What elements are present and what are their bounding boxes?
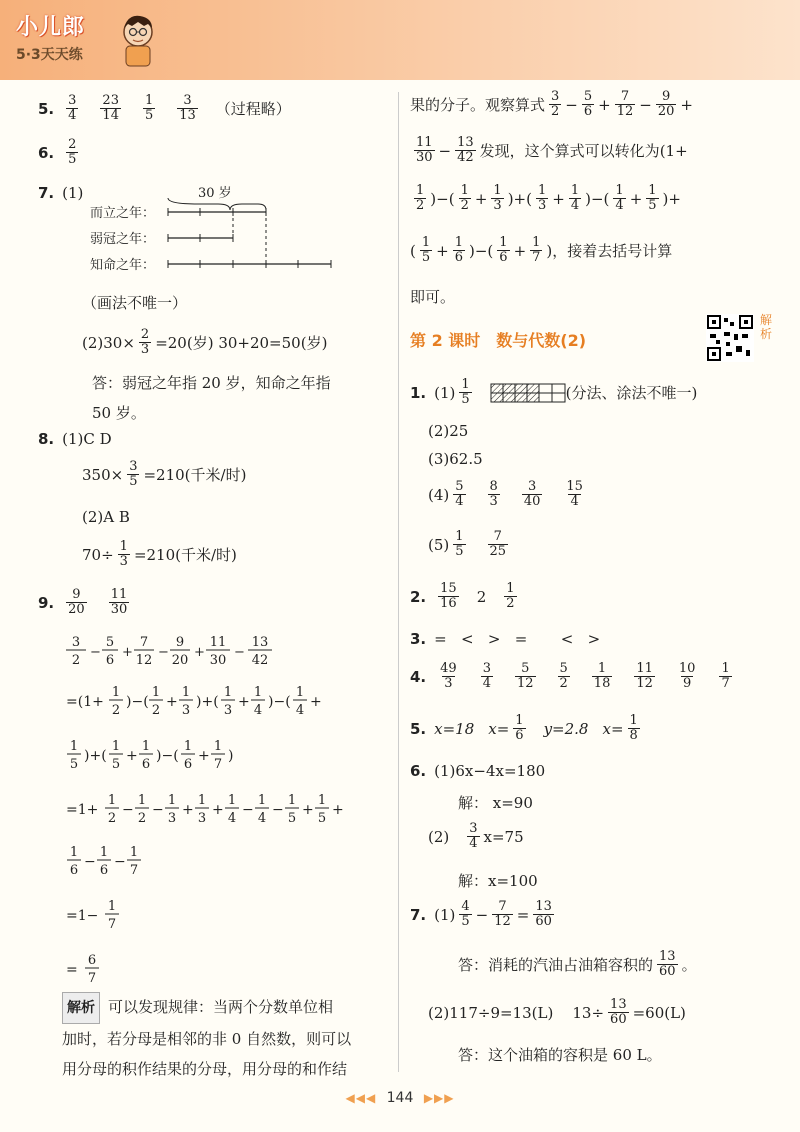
- svg-text:1: 1: [181, 685, 191, 700]
- q7-part2: (2)117÷9=13(L) 13÷ $\frac{13}{60}$ =60(L): [428, 997, 686, 1028]
- svg-text:30: 30: [209, 653, 227, 668]
- svg-text:=1+: =1+: [66, 802, 99, 818]
- next-arrows-icon: ▶▶▶: [423, 1091, 455, 1105]
- svg-text:1: 1: [287, 793, 297, 808]
- answer-q7-right: 7. (1) $\frac{4}{5}$ − $\frac{7}{12}$ = $\frac{13}{60}$: [410, 899, 552, 930]
- row-label: 知命之年：: [90, 258, 156, 273]
- analysis-continued-3: $\frac{1}{2}$ )−( $\frac{1}{2}$ + $\frac{1}{3}$ )+( $\frac{1}{3}$ + $\frac{1}{4}$ )−( $\frac{1}{4}$ + $\frac{1}{5}$ )+: [416, 183, 681, 214]
- svg-text:2: 2: [111, 703, 121, 718]
- logo-subtitle: 5·3天天练: [16, 47, 83, 63]
- svg-text:=1−: =1−: [66, 908, 99, 924]
- svg-text:1: 1: [111, 739, 121, 754]
- svg-text:5: 5: [111, 757, 121, 772]
- prev-arrows-icon: ◀◀◀: [345, 1091, 377, 1105]
- q8-calc2: 70÷ $\frac{1}{3}$ =210(千米/时): [82, 539, 237, 570]
- svg-text:+: +: [302, 802, 314, 818]
- brand-logo: [8, 6, 158, 72]
- svg-text:2: 2: [107, 811, 117, 826]
- svg-text:3: 3: [167, 811, 177, 826]
- svg-text:5: 5: [69, 757, 79, 772]
- row-label: 而立之年：: [90, 206, 156, 221]
- svg-text:+: +: [212, 802, 224, 818]
- lesson-header: [410, 314, 780, 364]
- svg-text:1: 1: [223, 685, 233, 700]
- svg-text:1: 1: [129, 845, 139, 860]
- svg-text:5: 5: [105, 635, 115, 650]
- q1-part5: (5) $\frac{1}{5}$ $\frac{7}{25}$: [428, 529, 507, 560]
- eq-line1: [66, 635, 272, 668]
- question-number: 5.: [38, 99, 55, 118]
- svg-text:1: 1: [257, 793, 267, 808]
- analysis-continued-4: ( $\frac{1}{5}$ + $\frac{1}{6}$ )−( $\frac{1}{6}$ + $\frac{1}{7}$ ) ，接着去括号计算: [410, 235, 673, 266]
- svg-text:=: =: [66, 962, 78, 978]
- analysis-tag: 解析: [62, 992, 100, 1024]
- page-footer: [0, 1090, 800, 1106]
- svg-text:7: 7: [213, 757, 223, 772]
- diagram-note: （画法不唯一）: [82, 294, 188, 312]
- svg-text:−: −: [114, 854, 126, 870]
- svg-text:): ): [228, 748, 234, 764]
- q8-part2: (2)A B: [82, 508, 130, 526]
- answer-q6-right: 6. (1)6x−4x=180: [410, 762, 546, 780]
- svg-text:1: 1: [227, 793, 237, 808]
- eq-line2: [66, 685, 322, 718]
- fraction: $\frac{11}{30}$: [110, 587, 128, 618]
- mascot-icon: [118, 12, 158, 72]
- svg-text:+: +: [332, 802, 344, 818]
- svg-text:+: +: [198, 748, 210, 764]
- svg-text:−: −: [152, 802, 164, 818]
- svg-text:1: 1: [141, 739, 151, 754]
- q8-calc1: 350× $\frac{3}{5}$ =210(千米/时): [82, 459, 247, 490]
- svg-text:+: +: [194, 645, 205, 660]
- eq-line4: [66, 793, 344, 826]
- fraction: $\frac{1}{5}$: [144, 93, 154, 124]
- svg-text:6: 6: [105, 653, 115, 668]
- analysis-block: 解析 可以发现规律：当两个分数单位相 加时，若分母是相邻的非 0 自然数，则可以 用分母的积作结果的分母，用分母的和作结: [62, 992, 402, 1084]
- svg-text:1: 1: [317, 793, 327, 808]
- svg-text:)+(: )+(: [84, 748, 107, 764]
- svg-text:−: −: [122, 802, 134, 818]
- svg-text:1: 1: [107, 793, 117, 808]
- svg-text:)+(: )+(: [196, 694, 219, 710]
- svg-text:2: 2: [71, 653, 81, 668]
- q1-part4: (4) $\frac{5}{4}$ $\frac{8}{3}$ $\frac{3}{40}$ $\frac{15}{4}$: [428, 479, 583, 510]
- svg-text:6: 6: [87, 953, 97, 968]
- qr-code-icon[interactable]: [706, 314, 754, 362]
- svg-text:3: 3: [223, 703, 233, 718]
- svg-text:)−(: )−(: [126, 694, 149, 710]
- answer-q4: 4. $\frac{49}{3}$ $\frac{3}{4}$ $\frac{5}{12}$ $\frac{5}{2}$ $\frac{1}{18}$ $\frac{11}{12}$ $\frac{10}{9}$ $\frac{1}{7}$: [410, 661, 730, 692]
- answer-q9: 9. $\frac{9}{20}$ $\frac{11}{30}$: [38, 587, 128, 618]
- svg-text:13: 13: [251, 635, 269, 650]
- svg-text:1: 1: [99, 845, 109, 860]
- svg-text:6: 6: [183, 757, 193, 772]
- shaded-bar-diagram: [490, 383, 566, 403]
- svg-text:9: 9: [175, 635, 185, 650]
- svg-text:7: 7: [107, 917, 117, 932]
- svg-text:−: −: [234, 645, 245, 660]
- fraction: $\frac{2}{3}$: [140, 327, 150, 358]
- svg-text:12: 12: [135, 653, 153, 668]
- svg-text:=(1+: =(1+: [66, 694, 104, 710]
- eq-line7: [66, 953, 99, 986]
- svg-text:1: 1: [213, 739, 223, 754]
- answer-q5-right: 5. x=18 x= $\frac{1}{6}$ y=2.8 x= $\frac{1}{8}$: [410, 713, 638, 744]
- q9-working: [66, 634, 396, 994]
- brace-label: 30 岁: [198, 186, 232, 201]
- svg-text:−: −: [272, 802, 284, 818]
- fraction: $\frac{9}{20}$: [68, 587, 85, 618]
- eq-line5: [67, 845, 141, 878]
- fraction: $\frac{2}{5}$: [68, 137, 77, 168]
- svg-text:−: −: [242, 802, 254, 818]
- page-number: 144: [386, 1090, 414, 1106]
- svg-text:42: 42: [251, 653, 269, 668]
- svg-text:11: 11: [209, 635, 227, 650]
- svg-text:+: +: [238, 694, 250, 710]
- svg-text:1: 1: [111, 685, 121, 700]
- svg-text:4: 4: [227, 811, 237, 826]
- svg-text:)−(: )−(: [156, 748, 179, 764]
- q7-part2: (2)30× $\frac{2}{3}$ =20(岁) 30+20=50(岁): [82, 327, 328, 358]
- process-note: （过程略）: [215, 100, 291, 119]
- fraction: $\frac{1}{3}$: [119, 539, 128, 570]
- q9-equations: [66, 634, 396, 994]
- q6-part2: (2) $\frac{3}{4}$ x=75: [428, 821, 524, 852]
- svg-text:+: +: [126, 748, 138, 764]
- answer-q6: 6. $\frac{2}{5}$: [38, 137, 77, 168]
- svg-text:4: 4: [257, 811, 267, 826]
- svg-text:5: 5: [317, 811, 327, 826]
- svg-text:1: 1: [295, 685, 305, 700]
- lesson-title: 第 2 课时 数与代数(2): [410, 331, 587, 350]
- answer-q5: [38, 94, 291, 124]
- svg-text:1: 1: [151, 685, 161, 700]
- answer-q7: 7. (1): [38, 184, 84, 202]
- svg-text:20: 20: [171, 653, 189, 668]
- fraction: $\frac{23}{14}$: [102, 93, 119, 124]
- svg-text:1: 1: [183, 739, 193, 754]
- svg-text:−: −: [90, 645, 101, 660]
- logo-title: 小儿郎: [16, 15, 86, 40]
- eq-line6: [66, 899, 119, 932]
- svg-text:7: 7: [139, 635, 149, 650]
- svg-text:6: 6: [99, 863, 109, 878]
- svg-text:4: 4: [253, 703, 263, 718]
- svg-text:+: +: [182, 802, 194, 818]
- svg-text:1: 1: [137, 793, 147, 808]
- svg-text:−: −: [84, 854, 96, 870]
- svg-text:)−(: )−(: [268, 694, 291, 710]
- answer-q2: 2. $\frac{15}{16}$ 2 $\frac{1}{2}$: [410, 581, 515, 612]
- svg-text:7: 7: [87, 971, 97, 986]
- column-divider: [398, 92, 399, 1072]
- row-label: 弱冠之年：: [90, 232, 156, 247]
- answer-q3: 3. = < > = < >: [410, 630, 601, 648]
- q7-answer-line1: 答：弱冠之年指 20 岁，知命之年指: [92, 374, 331, 392]
- q7-answer-line2: 50 岁。: [92, 404, 146, 422]
- svg-text:2: 2: [137, 811, 147, 826]
- svg-text:7: 7: [129, 863, 139, 878]
- svg-text:1: 1: [69, 739, 79, 754]
- svg-text:1: 1: [197, 793, 207, 808]
- age-line-diagram: [48, 184, 348, 280]
- svg-text:3: 3: [197, 811, 207, 826]
- svg-text:1: 1: [107, 899, 117, 914]
- analysis-continued-5: 即可。: [410, 288, 456, 306]
- q7-answer1: 答：消耗的汽油占油箱容积的 $\frac{13}{60}$ 。: [458, 949, 697, 980]
- svg-text:−: −: [158, 645, 169, 660]
- fraction: $\frac{3}{13}$: [179, 93, 196, 124]
- svg-text:1: 1: [253, 685, 263, 700]
- answer-q1: 1. (1) $\frac{1}{5}$ (分法、涂法不唯一): [410, 377, 698, 408]
- fraction: $\frac{3}{5}$: [129, 459, 138, 490]
- svg-text:5: 5: [287, 811, 297, 826]
- analysis-continued-2: $\frac{11}{30}$ − $\frac{13}{42}$ 发现，这个算式可以转化为 (1+: [416, 135, 688, 166]
- svg-text:6: 6: [141, 757, 151, 772]
- svg-text:+: +: [122, 645, 133, 660]
- qr-label: 解析: [760, 313, 773, 341]
- svg-text:1: 1: [69, 845, 79, 860]
- svg-text:3: 3: [181, 703, 191, 718]
- svg-text:+: +: [310, 694, 322, 710]
- svg-text:1: 1: [167, 793, 177, 808]
- fraction: $\frac{3}{4}$: [68, 93, 77, 124]
- svg-text:2: 2: [151, 703, 161, 718]
- svg-text:3: 3: [71, 635, 81, 650]
- analysis-continued-1: 果的分子。观察算式 $\frac{3}{2}$ − $\frac{5}{6}$ + $\frac{7}{12}$ − $\frac{9}{20}$ +: [410, 89, 693, 120]
- svg-text:4: 4: [295, 703, 305, 718]
- answer-q8: 8. (1)C D: [38, 430, 112, 448]
- svg-text:+: +: [166, 694, 178, 710]
- svg-text:6: 6: [69, 863, 79, 878]
- eq-line3: [67, 739, 233, 772]
- page-header: [0, 0, 800, 80]
